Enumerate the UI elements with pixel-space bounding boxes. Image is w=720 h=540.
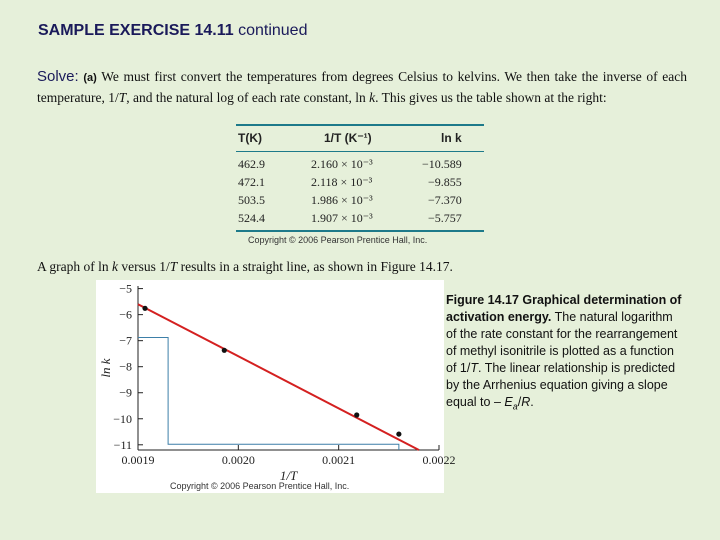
table-cell-t: 524.4 [238,211,265,225]
data-point [142,306,147,311]
table-cell-inv-t: 2.160 × 10⁻³ [311,157,373,171]
figure-caption [446,292,686,416]
graph-text-1: A graph of ln [37,259,112,274]
col-header-inv-t: 1/T (K⁻¹) [324,131,372,145]
table-cell-lnk: −9.855 [428,175,462,189]
table-cell-lnk: −10.589 [422,157,462,171]
caption-body-4: . [530,395,534,409]
table-cell-inv-t: 2.118 × 10⁻³ [311,175,373,189]
x-tick-label: 0.0021 [322,453,356,467]
table-cell-lnk: −7.370 [428,193,462,207]
figure-chart [96,280,456,493]
col-header-t: T(K) [238,131,262,145]
graph-k: k [112,259,118,274]
x-tick-label: 0.0020 [221,453,255,467]
heading-rest: continued [233,22,308,39]
table-header-rule [236,151,484,152]
slope-guide-line [138,338,399,450]
caption-body-1: The natural logarithm of the rate constant for the rearrangement of methyl isonitrile is plotted as a function of 1/ [446,310,678,375]
data-table [236,124,484,246]
graph-sentence [37,259,453,275]
y-tick-label: −10 [113,411,132,426]
table-copyright: Copyright © 2006 Pearson Prentice Hall, Inc. [248,235,428,245]
table-cell-t: 462.9 [238,157,265,171]
caption-T: T [470,361,478,375]
table-cell-inv-t: 1.907 × 10⁻³ [311,211,373,225]
graph-T: T [169,259,178,274]
y-tick-label: −9 [119,385,132,400]
y-tick-label: −8 [119,359,132,374]
caption-body-2: . The linear relationship is predicted by the Arrhenius equation giving a slope equal to – [446,361,676,409]
fit-line [138,304,419,450]
y-tick-label: −5 [119,281,132,296]
caption-Ea-sub: a [512,401,518,412]
slide-heading [38,22,307,40]
graph-text-3: results in a straight line, as shown in Figure 14.17. [177,259,453,274]
y-tick-label: −11 [113,437,132,452]
caption-title: Figure 14.17 Graphical determination of activation energy. [446,293,682,324]
col-header-lnk: ln k [441,131,462,145]
table-cell-t: 503.5 [238,193,265,207]
caption-Ea: E [504,395,513,409]
x-tick-label: 0.0022 [422,453,456,467]
table-cell-inv-t: 1.986 × 10⁻³ [311,193,373,207]
solve-paragraph [37,67,687,108]
solve-label: Solve: [37,68,79,85]
solve-T: T [118,90,127,105]
data-point [396,431,401,436]
table-top-rule [236,124,484,126]
x-axis-label: 1/T [279,468,298,483]
x-tick-label: 0.0019 [121,453,155,467]
solve-k: k [369,90,376,105]
table-bottom-rule [236,230,484,232]
solve-text-3: . This gives us the table shown at the right: [375,90,607,105]
chart-copyright: Copyright © 2006 Pearson Prentice Hall, Inc. [170,481,350,491]
solve-text-1: We must first convert the temperatures from degrees Celsius to kelvins. We then take the inverse of each temperature, 1/ [37,69,688,105]
y-axis-label: ln k [98,358,113,378]
chart-svg [96,280,456,493]
part-label: (a) [83,72,97,84]
graph-text-2: versus 1/ [118,259,170,274]
y-tick-label: −6 [119,307,132,322]
caption-body-3: / [517,395,522,409]
table-cell-lnk: −5.757 [428,211,462,225]
solve-text-2: , and the natural log of each rate constant, ln [126,90,370,105]
caption-R: R [521,395,531,409]
data-point [354,412,359,417]
data-point [222,348,227,353]
heading-bold: SAMPLE EXERCISE 14.11 [38,22,234,39]
table-cell-t: 472.1 [238,175,265,189]
y-tick-label: −7 [119,333,132,348]
